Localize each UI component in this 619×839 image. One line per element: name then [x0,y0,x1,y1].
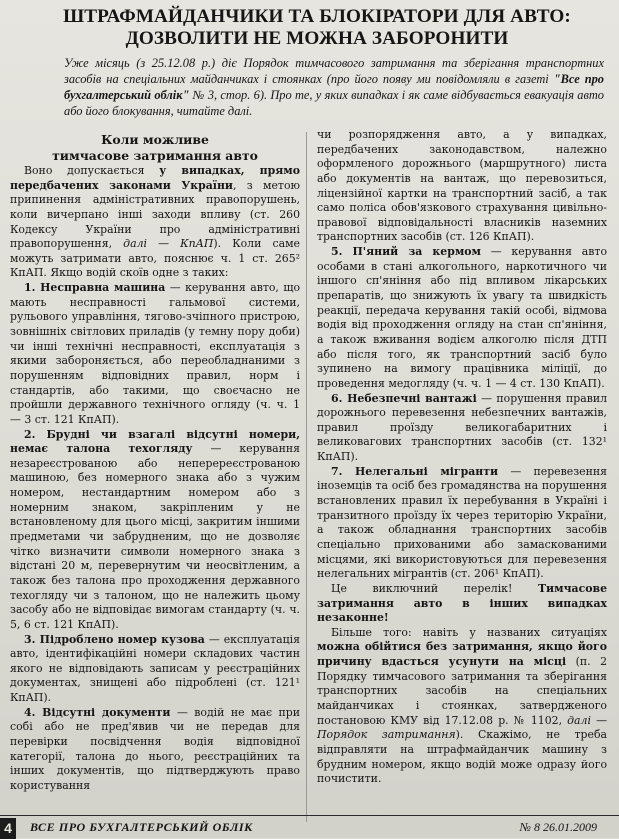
intro-abbrev: далі — КпАП [123,237,214,251]
journal-name: ВСЕ ПРО БУХГАЛТЕРСЬКИЙ ОБЛІК [30,820,253,834]
item-2-heading: 2. Брудні чи взагалі відсутні номери, немає талона техогляду [10,427,300,456]
item-5-paragraph [317,245,607,391]
intro-text-a: Воно допускається [24,164,160,177]
intro-text-e: ). Коли саме можуть затримати авто, пояснює ч. 1 ст. 265² КпАП. Якщо водій скоїв одне з таких: [10,237,300,280]
item-3-heading: 3. Підроблено номер кузова [24,632,205,646]
item-4-text: — водій не має при собі або не пред'явив чи не передав для перевірки посвідчення водія відповідної категорії, талона до нього, реєстраційних та інших документів, що підтверджують право користування [10,705,300,792]
item-3-paragraph [10,633,300,706]
page-number: 4 [0,818,16,839]
right-column [317,128,607,787]
exclusive-list-note [317,582,607,626]
item-1-paragraph [10,281,300,427]
item-1-text: — керування авто, що мають несправності гальмової системи, рульового управління, тягово-зчіпного пристрою, зовнішніх світлових приладів (у темну пору доби) чи інші технічні несправності, експлуатація з якими забороняється, або переобладнаними з порушенням відповідних правил, норм і стандартів, або такими, що своєчасно не пройшли державного технічного огляду (ч. ч. 1 — 3 ст. 121 КпАП). [10,281,301,426]
item-2-text: — керування незареєстрованою або неперереєстрованою машиною, без номерного знака або з чужим номером, нестандартним номером або з номерним знаком, закріпленим у не встановленому для цього місці, закритим іншими предметами чи забрудненим, що не дозволяє чітко визначити символи номерного знака з відстані 20 м, перевернутим чи неосвітленим, а також без талона про проходження державного техогляду чи з талоном, що не належить цьому засобу або не відповідає вимогам стандарту (ч. ч. 5, 6 ст. 121 КпАП). [10,442,300,631]
exclusive-list-text: Це виключний перелік! [331,581,538,595]
item-7-text: — перевезення іноземців та осіб без громадянства на порушення встановлених правил їх перебування в Україні і транзитного проїзду їх через територію України, а також обладнання транспортних засобів спеціально прихованими або замаскованими місцями, які використовуються для перевезення нелегальних мігрантів (ст. 206¹ КпАП). [317,464,607,581]
section-heading-line-2: тимчасове затримання авто [52,148,258,163]
exclusive-list-emphasis: Тимчасове затримання авто в інших випадках незаконне! [317,581,607,625]
intro-paragraph [10,164,300,281]
article-title [22,6,612,50]
more-text-e: ). Скажімо, не треба відправляти на штрафмайданчик машину з брудним номером, якщо водій може одразу його почистити. [317,728,607,786]
more-abbrev: далі — Порядок затримання [317,713,607,742]
lead-part-1: Уже місяць (з 25.12.08 р.) діє Порядок тимчасового затримання та зберігання транспортних засобів на спеціальних майданчиках і стоянках (про його появу ми повідомляли в газеті [64,56,604,86]
item-4-continued: чи розпорядження авто, а у випадках, передбачених законодавством, належно оформленого дорожнього (маршрутного) листа або документів на вантаж, що перевозиться, ліцензійної картки на транспортний засіб, а так само поліса обов'язкового страхування цивільно-правової відповідальності власників наземних транспортних засобів (ст. 126 КпАП). [317,128,607,244]
section-heading-line-1: Коли можливе [101,132,209,147]
more-text-a: Більше того: навіть у названих ситуаціях [331,625,607,639]
item-5-heading: 5. П'яний за кермом [331,245,482,259]
column-divider [306,132,307,822]
intro-emphasis: у випадках, прямо передбачених законами України [10,164,300,192]
more-emphasis: можна обійтися без затримання, якщо його причину вдасться усунути на місці [317,640,607,669]
item-3-text: — експлуатація авто, ідентифікаційні номери складових частин якого не відповідають записам у реєстраційних документах, знищені або підроблені (ст. 121¹ КпАП). [10,632,300,705]
left-column [10,132,300,794]
more-text-c: (п. 2 Порядку тимчасового затримання та зберігання транспортних засобів на спеціальних майданчиках і стоянках, затвердженого постановою КМУ від 17.12.08 р. № 1102, [317,655,607,727]
issue-info: № 8 26.01.2009 [519,820,597,834]
item-6-heading: 6. Небезпечні вантажі [331,391,477,405]
item-7-heading: 7. Нелегальні мігранти [331,464,499,478]
more-paragraph [317,626,607,787]
item-6-paragraph [317,392,607,465]
item-5-text: — керування авто особами в стані алкогольного, наркотичного чи іншого сп'яніння або під впливом лікарських препаратів, що знижують їх увагу та швидкість реакції, передача керування такій особі, відмова водія від проходження огляду на стан сп'яніння, а також вживання водієм алкоголю після ДТП або після того, як транспортний засіб було зупинено на вимогу працівника міліції, до проведення медогляду (ч. ч. 1 — 4 ст. 130 КпАП). [317,245,608,390]
item-7-paragraph [317,465,607,582]
lead-newspaper-name: "Все про бухгалтерський облік" [64,72,604,102]
item-2-paragraph [10,428,300,633]
lead-part-2: № 3, стор. 6). Про те, у яких випадках і як саме відбувається евакуація авто або його блокування, читайте далі. [64,88,604,118]
page-footer [0,815,619,839]
item-1-heading: 1. Несправна машина [24,281,166,295]
article-lead [64,55,604,119]
item-4-heading: 4. Відсутні документи [24,705,171,719]
title-line-1: ШТРАФМАЙДАНЧИКИ ТА БЛОКІРАТОРИ ДЛЯ АВТО: [63,6,571,27]
title-line-2: ДОЗВОЛИТИ НЕ МОЖНА ЗАБОРОНИТИ [125,28,509,49]
section-heading [10,132,300,164]
intro-text-c: , з метою припинення адміністративних правопорушень, коли вичерпано інші заходи впливу (ст. 260 Кодексу України про адміністративні правопорушення, [10,178,300,251]
item-6-text: — порушення правил дорожнього перевезення небезпечних вантажів, правил проїзду великогабаритних і великовагових транспортних засобів (ст. 132¹ КпАП). [317,391,608,464]
item-4-paragraph [10,706,300,794]
